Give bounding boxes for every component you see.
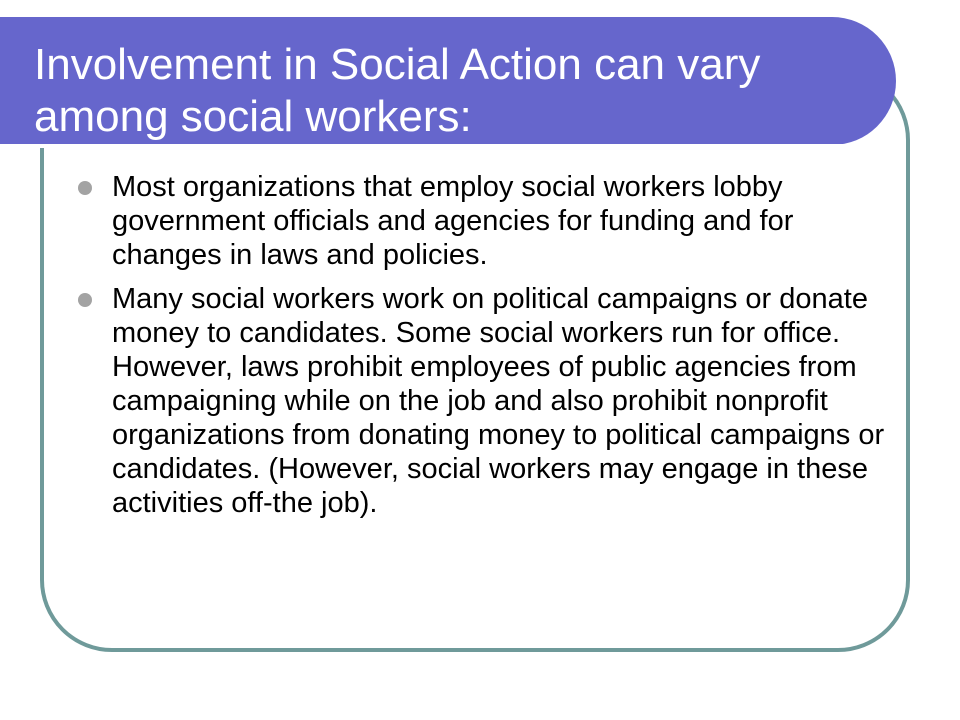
bullet-text: Most organizations that employ social workers lobby government officials and agencies for funding and for changes in laws and policies. xyxy=(112,171,794,271)
bullet-dot-icon xyxy=(78,181,92,195)
slide-title: Involvement in Social Action can vary among social workers: xyxy=(34,40,761,141)
bullet-list xyxy=(78,170,890,530)
title-underline xyxy=(0,144,848,148)
title-bar xyxy=(0,17,896,145)
bullet-item xyxy=(78,282,890,520)
bullet-dot-icon xyxy=(78,293,92,307)
bullet-item xyxy=(78,170,890,272)
bullet-text: Many social workers work on political campaigns or donate money to candidates. Some social workers run for office. However, laws prohibit employees of public agencies from campaigning while on the job and also prohibit nonprofit organizations from donating money to political campaigns or candidates. (However, social workers may engage in these activities off-the job). xyxy=(112,283,885,519)
